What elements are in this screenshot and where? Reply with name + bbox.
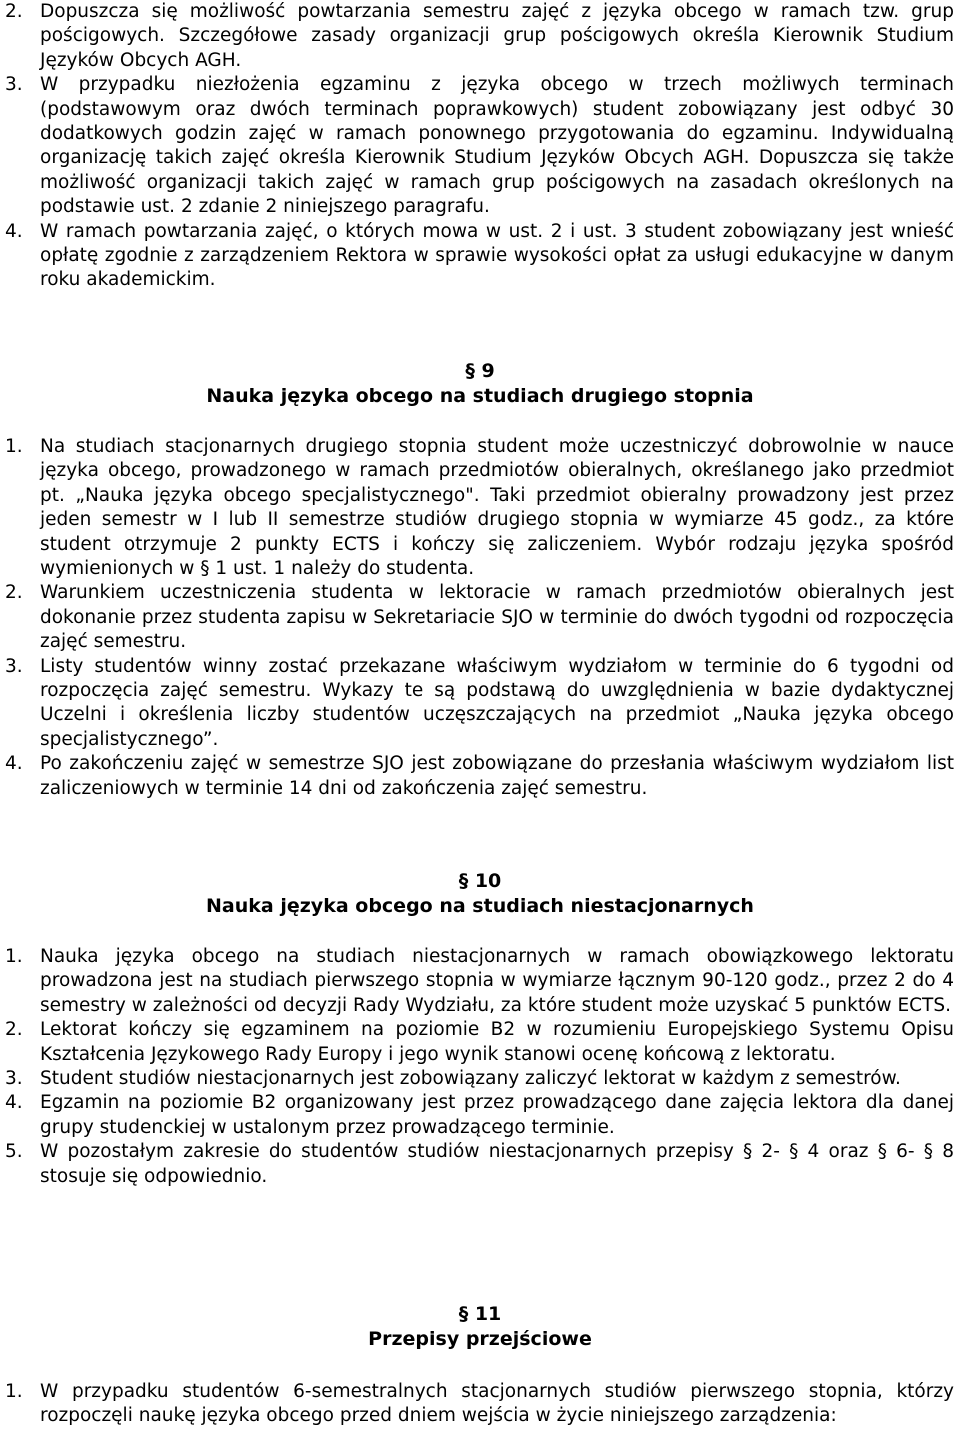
item-number: 1. — [5, 946, 23, 967]
item-number: 1. — [5, 436, 23, 457]
list-item — [0, 655, 960, 753]
item-number: 4. — [5, 753, 23, 775]
item-text: Dopuszcza się możliwość powtarzania semestru zajęć z języka obcego w ramach tzw. grup pościgowych. Szczegółowe zasady organizacji grup pościgowych określa Kierownik Studium Języków Obcych AGH. — [40, 1, 954, 71]
list-item — [0, 945, 960, 1018]
continuation-list — [0, 0, 960, 293]
section-heading-9 — [0, 359, 960, 409]
item-text: Student studiów niestacjonarnych jest zobowiązany zaliczyć lektorat w każdym z semestrów. — [40, 1068, 901, 1090]
item-number: 2. — [5, 1019, 23, 1041]
item-number: 3. — [5, 655, 23, 677]
list-item — [0, 1018, 960, 1067]
list-item — [0, 0, 960, 73]
section-10-list — [0, 945, 960, 1189]
section-title: Nauka języka obcego na studiach niestacjonarnych — [206, 895, 754, 917]
section-heading-11 — [0, 1302, 960, 1352]
list-item — [0, 581, 960, 654]
item-text: Lektorat kończy się egzaminem na poziomie B2 w rozumieniu Europejskiego Systemu Opisu Kształcenia Językowego Rady Europy i jego wynik stanowi ocenę końcową z lektoratu. — [40, 1019, 954, 1065]
item-number: 2. — [5, 582, 23, 604]
list-item — [0, 1067, 960, 1091]
section-9-list — [0, 435, 960, 801]
item-text: W ramach powtarzania zajęć, o których mowa w ust. 2 i ust. 3 student zobowiązany jest wnieść opłatę zgodnie z zarządzeniem Rektora w sprawie wysokości opłat za usługi edukacyjne w danym roku akademickim. — [40, 220, 954, 291]
section-heading-10 — [0, 869, 960, 919]
item-number: 1. — [5, 1381, 23, 1402]
list-item — [0, 1091, 960, 1140]
item-text: Egzamin na poziomie B2 organizowany jest przez prowadzącego dane zajęcia lektora dla danej grupy studenckiej w ustalonym przez prowadzącego terminie. — [40, 1092, 954, 1138]
item-number: 2. — [5, 1, 23, 22]
list-item — [0, 220, 960, 293]
list-item — [0, 1140, 960, 1189]
item-text: W pozostałym zakresie do studentów studiów niestacjonarnych przepisy § 2- § 4 oraz § 6- § 8 stosuje się odpowiednio. — [40, 1141, 954, 1187]
section-11-list — [0, 1380, 960, 1429]
item-number: 4. — [5, 1092, 23, 1114]
item-number: 5. — [5, 1141, 23, 1163]
item-text: Po zakończeniu zajęć w semestrze SJO jest zobowiązane do przesłania właściwym wydziałom list zaliczeniowych w terminie 14 dni od zakończenia zajęć semestru. — [40, 753, 954, 799]
item-text: Listy studentów winny zostać przekazane właściwym wydziałom w terminie do 6 tygodni od rozpoczęcia zajęć semestru. Wykazy te są podstawą do uwzględnienia w bazie dydaktycznej Uczelni i określenia liczby studentów uczęszczających na przedmiot „Nauka języka obcego specjalistycznego”. — [40, 655, 954, 750]
section-title: Przepisy przejściowe — [368, 1328, 592, 1350]
list-item — [0, 752, 960, 801]
section-sign: § 10 — [458, 870, 502, 892]
section-sign: § 11 — [458, 1303, 502, 1325]
item-number: 4. — [5, 220, 23, 242]
list-item — [0, 73, 960, 219]
section-title: Nauka języka obcego na studiach drugiego stopnia — [206, 385, 754, 407]
item-text: Nauka języka obcego na studiach niestacjonarnych w ramach obowiązkowego lektoratu prowadzona jest na studiach pierwszego stopnia w wymiarze łącznym 90-120 godz., przez 2 do 4 semestry w zależności od decyzji Rady Wydziału, za które student może uzyskać 5 punktów ECTS. — [40, 946, 954, 1016]
item-text: Warunkiem uczestniczenia studenta w lektoracie w ramach przedmiotów obieralnych jest dokonanie przez studenta zapisu w Sekretariacie SJO w terminie do dwóch tygodni od rozpoczęcia zajęć semestru. — [40, 582, 954, 653]
list-item — [0, 435, 960, 581]
section-sign: § 9 — [465, 360, 495, 382]
item-text: W przypadku niezłożenia egzaminu z języka obcego w trzech możliwych terminach (podstawowym oraz dwóch terminach poprawkowych) student zobowiązany jest odbyć 30 dodatkowych godzin zajęć w ramach ponownego przygotowania do egzaminu. Indywidualną organizację takich zajęć określa Kierownik Studium Języków Obcych AGH. Dopuszcza się także możliwość organizacji takich zajęć w ramach grup pościgowych na zasadach określonych na podstawie ust. 2 zdanie 2 niniejszego paragrafu. — [40, 74, 954, 218]
list-item — [0, 1380, 960, 1429]
item-number: 3. — [5, 1068, 23, 1090]
item-text: W przypadku studentów 6-semestralnych stacjonarnych studiów pierwszego stopnia, którzy rozpoczęli naukę języka obcego przed dniem wejścia w życie niniejszego zarządzenia: — [40, 1381, 954, 1427]
item-text: Na studiach stacjonarnych drugiego stopnia student może uczestniczyć dobrowolnie w nauce języka obcego, prowadzonego w ramach przedmiotów obieralnych, określanego jako przedmiot pt. „Nauka języka obcego specjalistycznego". Taki przedmiot obieralny prowadzony jest przez jeden semestr w I lub II semestrze studiów drugiego stopnia w wymiarze 45 godz., za które student otrzymuje 2 punkty ECTS i kończy się zaliczeniem. Wybór rodzaju języka spośród wymienionych w § 1 ust. 1 należy do studenta. — [40, 436, 954, 580]
item-number: 3. — [5, 74, 23, 96]
